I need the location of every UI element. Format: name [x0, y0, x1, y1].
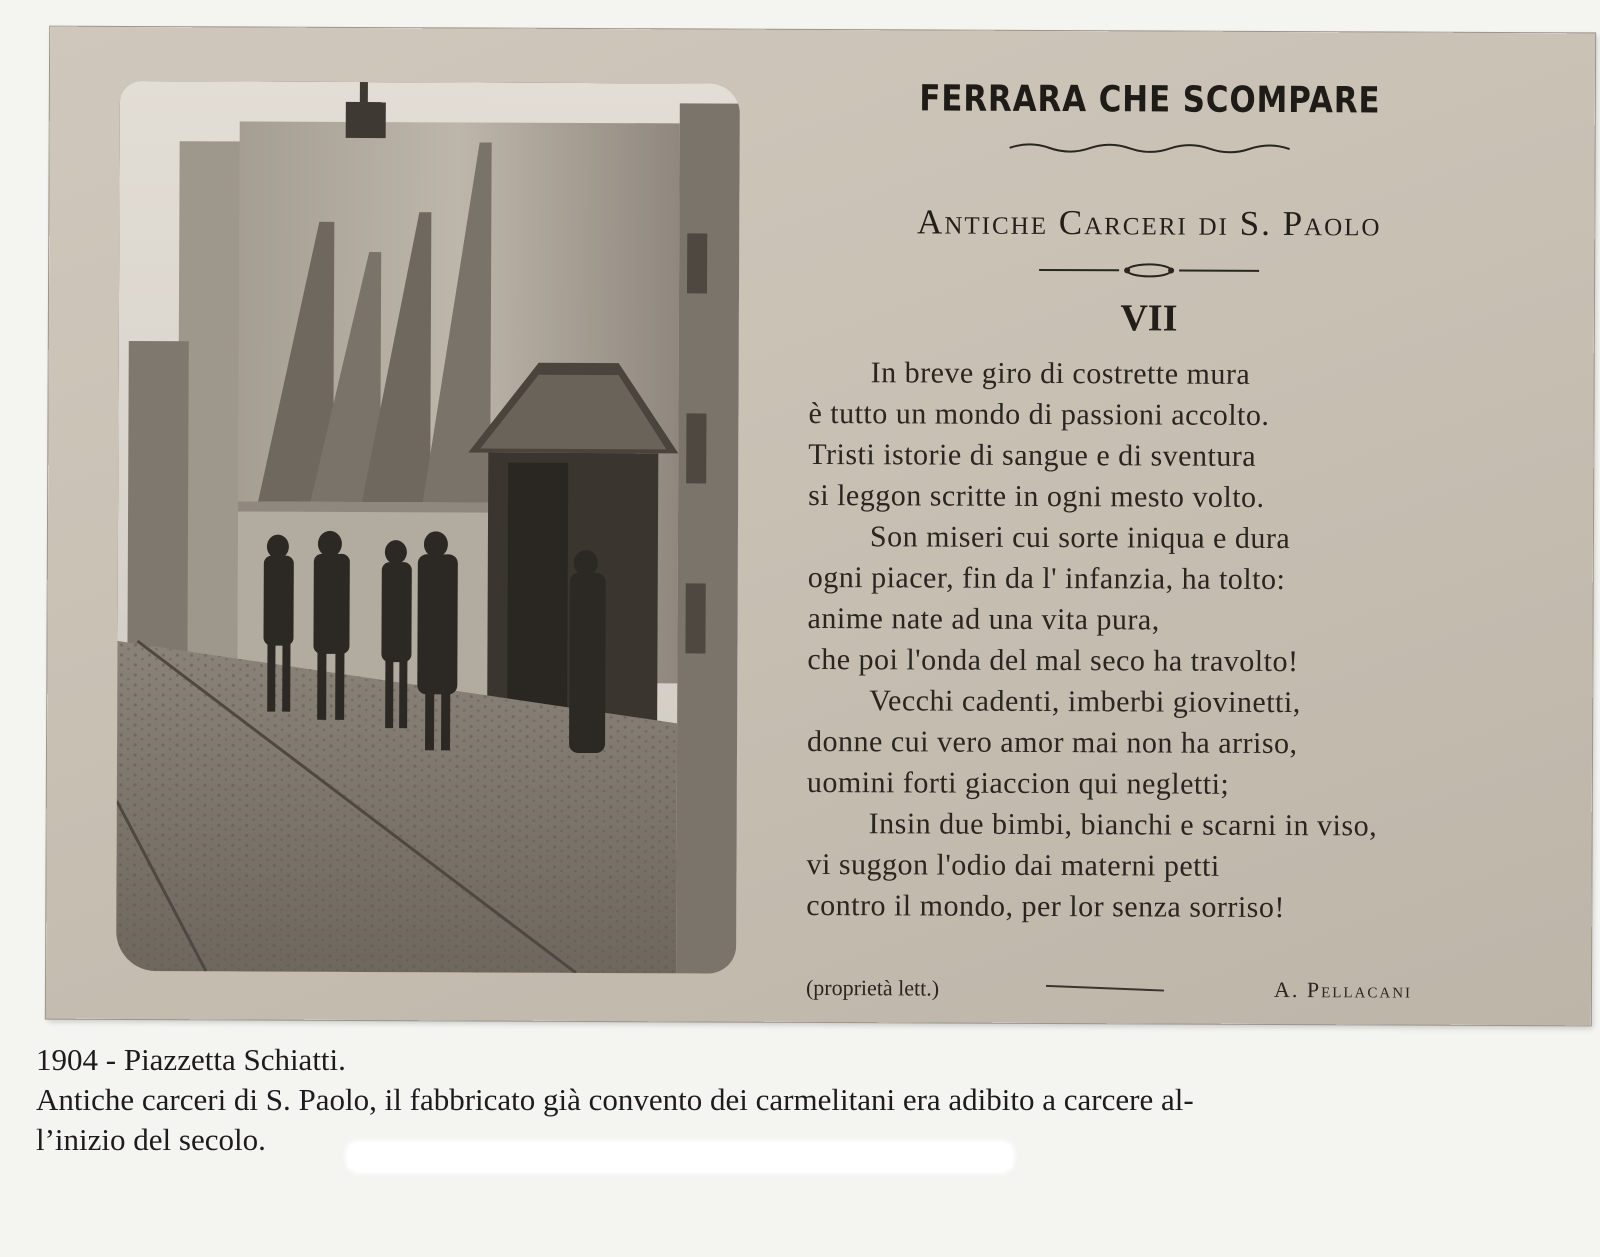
poem-line: Son miseri cui sorte iniqua e dura [869, 520, 1291, 556]
poem-line: contro il mondo, per lor senza sorriso! [806, 888, 1285, 925]
stanza-1 [808, 352, 1509, 519]
poem-line: Tristi istorie di sangue e di sventura [808, 437, 1257, 473]
poem-line: donne cui vero amor mai non ha arriso, [806, 724, 1298, 761]
poem-line: si leggon scritte in ogni mesto volto. [808, 478, 1265, 514]
poem-panel [746, 70, 1550, 1003]
author-signature: A. Pellacani [1273, 976, 1413, 1003]
poem-line: Vecchi cadenti, imberbi giovinetti, [869, 684, 1301, 720]
poem-line: Insin due bimbi, bianchi e scarni in viso, [868, 807, 1378, 843]
poem-line: ogni piacer, fin da l' infanzia, ha tolto: [807, 560, 1286, 597]
poem-line: anime nate ad una vita pura, [807, 601, 1160, 637]
caption-line: 1904 - Piazzetta Schiatti. [36, 1042, 346, 1077]
heading-flourish-ornament [1000, 139, 1300, 158]
stanza-4 [806, 803, 1507, 929]
redaction-mark [345, 1140, 1015, 1174]
caption-line: Antiche carceri di S. Paolo, il fabbricato già convento dei carmelitani era adibito a carcere al- [36, 1082, 1194, 1117]
stanza-2 [807, 516, 1508, 683]
poem-number: VII [1120, 297, 1178, 340]
poem-line: che poi l'onda del mal seco ha travolto! [807, 642, 1299, 679]
postcard [46, 27, 1595, 1026]
poem-line: In breve giro di costrette mura [870, 356, 1251, 391]
caption-line: l’inizio del secolo. [36, 1122, 266, 1157]
poem-line: è tutto un mondo di passioni accolto. [808, 396, 1270, 432]
stanza-3 [807, 680, 1508, 806]
poem-text [806, 352, 1508, 929]
subheading-flourish-ornament [999, 261, 1299, 280]
postcard-subheading: Antiche Carceri di S. Paolo [917, 202, 1382, 244]
poem-line: uomini forti giaccion qui negletti; [806, 765, 1230, 801]
historic-photo-prison-entrance [116, 81, 740, 974]
poem-line: vi suggon l'odio dai materni petti [806, 847, 1220, 883]
photo-illustration [116, 81, 740, 974]
footer-divider [1046, 985, 1164, 992]
postcard-heading: FERRARA CHE SCOMPARE [919, 78, 1381, 122]
copyright-note: (proprietà lett.) [805, 974, 940, 1001]
